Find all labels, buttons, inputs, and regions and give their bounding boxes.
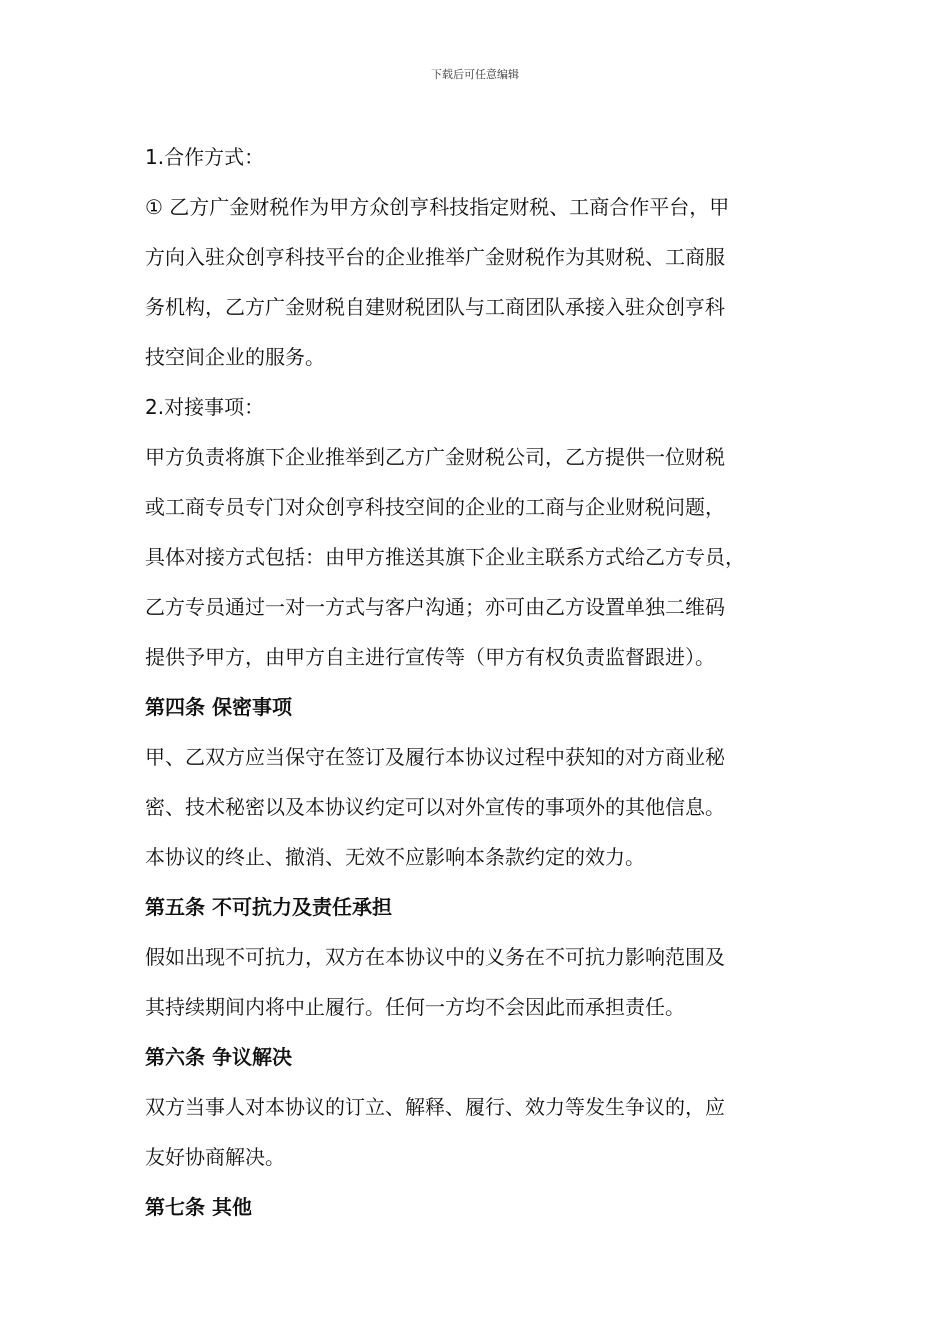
paragraph-line: 甲方负责将旗下企业推举到乙方广金财税公司，乙方提供一位财税: [145, 445, 725, 469]
paragraph-line: 或工商专员专门对众创亨科技空间的企业的工商与企业财税问题，: [145, 495, 725, 519]
page-header: 下载后可任意编辑: [431, 68, 519, 81]
paragraph-line: 假如出现不可抗力，双方在本协议中的义务在不可抗力影响范围及: [145, 945, 725, 969]
paragraph-line: 方向入驻众创亨科技平台的企业推举广金财税作为其财税、工商服: [145, 245, 725, 269]
paragraph-line: 务机构，乙方广金财税自建财税团队与工商团队承接入驻众创亨科: [145, 295, 725, 319]
section-heading: 第七条 其他: [145, 1195, 252, 1219]
paragraph-line: 技空间企业的服务。: [145, 345, 325, 369]
document-body: [145, 132, 835, 1232]
section-heading: 第五条 不可抗力及责任承担: [145, 895, 392, 919]
paragraph-line: 提供予甲方，由甲方自主进行宣传等（甲方有权负责监督跟进）。: [145, 645, 715, 669]
paragraph-line: ① 乙方广金财税作为甲方众创亨科技指定财税、工商合作平台，甲: [145, 195, 730, 219]
paragraph-line: 本协议的终止、撤消、无效不应影响本条款约定的效力。: [145, 845, 645, 869]
paragraph-line: 2.对接事项：: [145, 395, 265, 419]
paragraph-line: 双方当事人对本协议的订立、解释、履行、效力等发生争议的，应: [145, 1095, 725, 1119]
paragraph-line: 其持续期间内将中止履行。任何一方均不会因此而承担责任。: [145, 995, 685, 1019]
paragraph-line: 甲、乙双方应当保守在签订及履行本协议过程中获知的对方商业秘: [145, 745, 725, 769]
paragraph-line: 具体对接方式包括：由甲方推送其旗下企业主联系方式给乙方专员，: [145, 545, 745, 569]
section-heading: 第六条 争议解决: [145, 1045, 292, 1069]
paragraph-line: 1.合作方式：: [145, 145, 265, 169]
section-heading: 第四条 保密事项: [145, 695, 292, 719]
paragraph-line: 密、技术秘密以及本协议约定可以对外宣传的事项外的其他信息。: [145, 795, 725, 819]
paragraph-line: 友好协商解决。: [145, 1145, 285, 1169]
paragraph-line: 乙方专员通过一对一方式与客户沟通；亦可由乙方设置单独二维码: [145, 595, 725, 619]
